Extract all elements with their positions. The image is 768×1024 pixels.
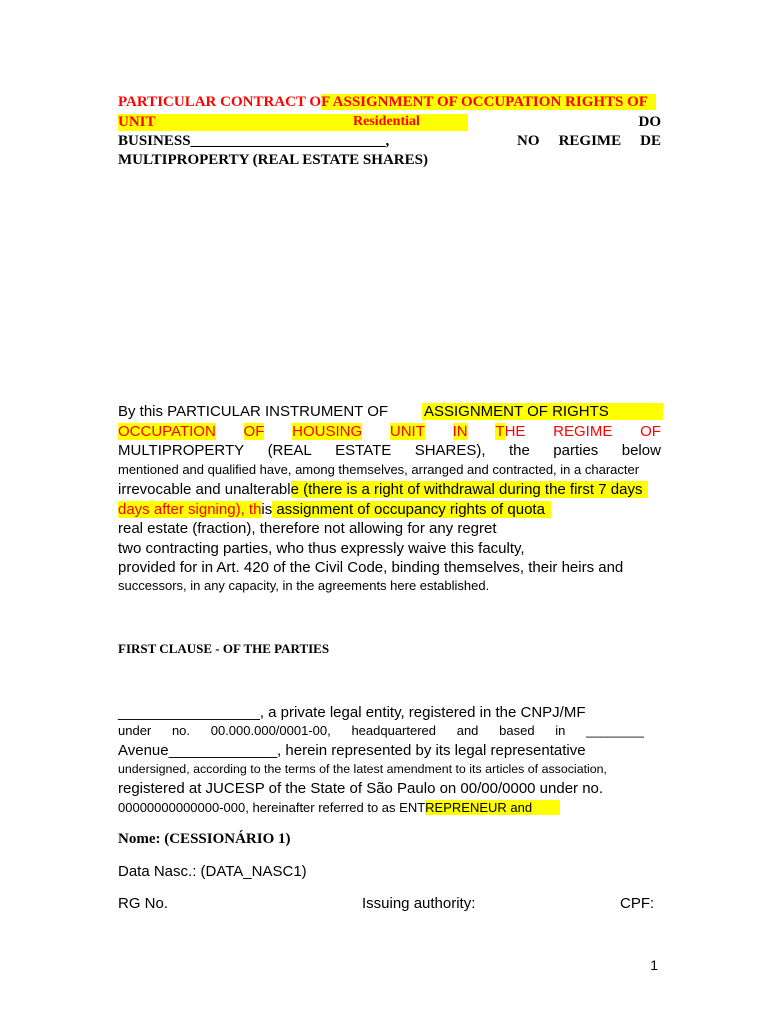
title-line-1: [118, 94, 656, 111]
intro-line-1: [118, 403, 661, 420]
title-line-2: [118, 114, 661, 131]
body-text: is: [261, 501, 273, 518]
intro-line-10: successors, in any capacity, in the agreements here established.: [118, 578, 490, 593]
clause-line-6: [118, 800, 560, 815]
title-text: NO: [517, 133, 540, 149]
body-text: no.: [171, 723, 191, 738]
page-number: 1: [650, 957, 658, 973]
body-text: the: [509, 442, 530, 459]
body-text: parties: [553, 442, 599, 459]
title-text: PARTICULAR CONTRACT O: [118, 94, 322, 110]
body-text: based: [499, 723, 535, 738]
clause-line-1: _________________, a private legal entity, registered in the CNPJ/MF: [118, 704, 586, 721]
clause-heading: FIRST CLAUSE - OF THE PARTIES: [118, 641, 330, 656]
clause-line-3: Avenue_____________, herein represented by its legal representative: [118, 742, 586, 759]
intro-line-2: [118, 423, 661, 440]
body-text: HOUSING: [292, 423, 363, 440]
body-text: in: [555, 723, 566, 738]
highlighted-text: days after signing), th: [118, 501, 262, 518]
cpf-label: CPF:: [620, 895, 655, 912]
body-text: below: [621, 442, 661, 459]
body-text: By this PARTICULAR INSTRUMENT OF: [118, 403, 389, 420]
body-text: T: [495, 423, 505, 440]
body-text: (REAL: [267, 442, 312, 459]
title-text-highlight: F ASSIGNMENT OF OCCUPATION RIGHTS OF: [321, 94, 656, 110]
body-text: headquartered: [351, 723, 437, 738]
intro-line-4: mentioned and qualified have, among themselves, arranged and contracted, in a character: [118, 462, 640, 477]
clause-line-4: undersigned, according to the terms of the latest amendment to its articles of association,: [118, 762, 608, 776]
title-text: UNIT: [118, 114, 156, 130]
title-text: DO: [638, 114, 661, 130]
clause-line-5: registered at JUCESP of the State of São Paulo on 00/00/0000 under no.: [118, 780, 604, 797]
body-text: OF: [640, 423, 661, 440]
rg-label: RG No.: [118, 895, 169, 912]
intro-line-6: [118, 501, 551, 518]
highlighted-text: assignment of occupancy rights of quota: [272, 501, 551, 518]
title-text: Residential: [353, 114, 420, 129]
body-text: ESTATE: [335, 442, 392, 459]
highlighted-text: e (there is a right of withdrawal during the first 7 days: [291, 481, 649, 498]
body-text: HE: [504, 423, 526, 440]
body-text: OF: [243, 423, 265, 440]
intro-line-5: [118, 481, 648, 498]
body-text: OCCUPATION: [118, 423, 216, 440]
intro-line-7: real estate (fraction), therefore not allowing for any regret: [118, 520, 497, 537]
assignee-name-label: Nome: (CESSIONÁRIO 1): [118, 831, 291, 847]
body-text: UNIT: [389, 423, 425, 440]
body-text: MULTIPROPERTY: [118, 442, 245, 459]
title-text-highlight: [118, 114, 468, 131]
highlighted-text: REPRENEUR and: [425, 800, 560, 815]
body-text: irrevocable and unalterabl: [118, 481, 291, 498]
title-text: REGIME: [558, 133, 622, 149]
body-text: ________: [586, 723, 644, 738]
title-text: BUSINESS__________________________,: [118, 133, 390, 149]
birth-date-label: Data Nasc.: (DATA_NASC1): [118, 863, 307, 880]
body-text: 00000000000000-000, hereinafter referred to as ENT: [118, 800, 426, 815]
body-text: 00.000.000/0001-00,: [210, 723, 331, 738]
body-text: under: [118, 723, 152, 738]
title-text: DE: [640, 133, 661, 149]
body-text: IN: [452, 423, 468, 440]
clause-line-2: [118, 723, 644, 738]
title-line-4: MULTIPROPERTY (REAL ESTATE SHARES): [118, 152, 428, 168]
body-text: and: [456, 723, 479, 738]
intro-line-9: provided for in Art. 420 of the Civil Code, binding themselves, their heirs and: [118, 559, 624, 576]
intro-line-3: [118, 442, 661, 459]
intro-line-8: two contracting parties, who thus expressly waive this faculty,: [118, 540, 525, 557]
body-text: REGIME: [553, 423, 613, 440]
body-text: SHARES),: [414, 442, 486, 459]
highlighted-text: ASSIGNMENT OF RIGHTS: [422, 403, 663, 420]
title-line-3: [118, 133, 661, 150]
issuing-authority-label: Issuing authority:: [362, 895, 476, 912]
